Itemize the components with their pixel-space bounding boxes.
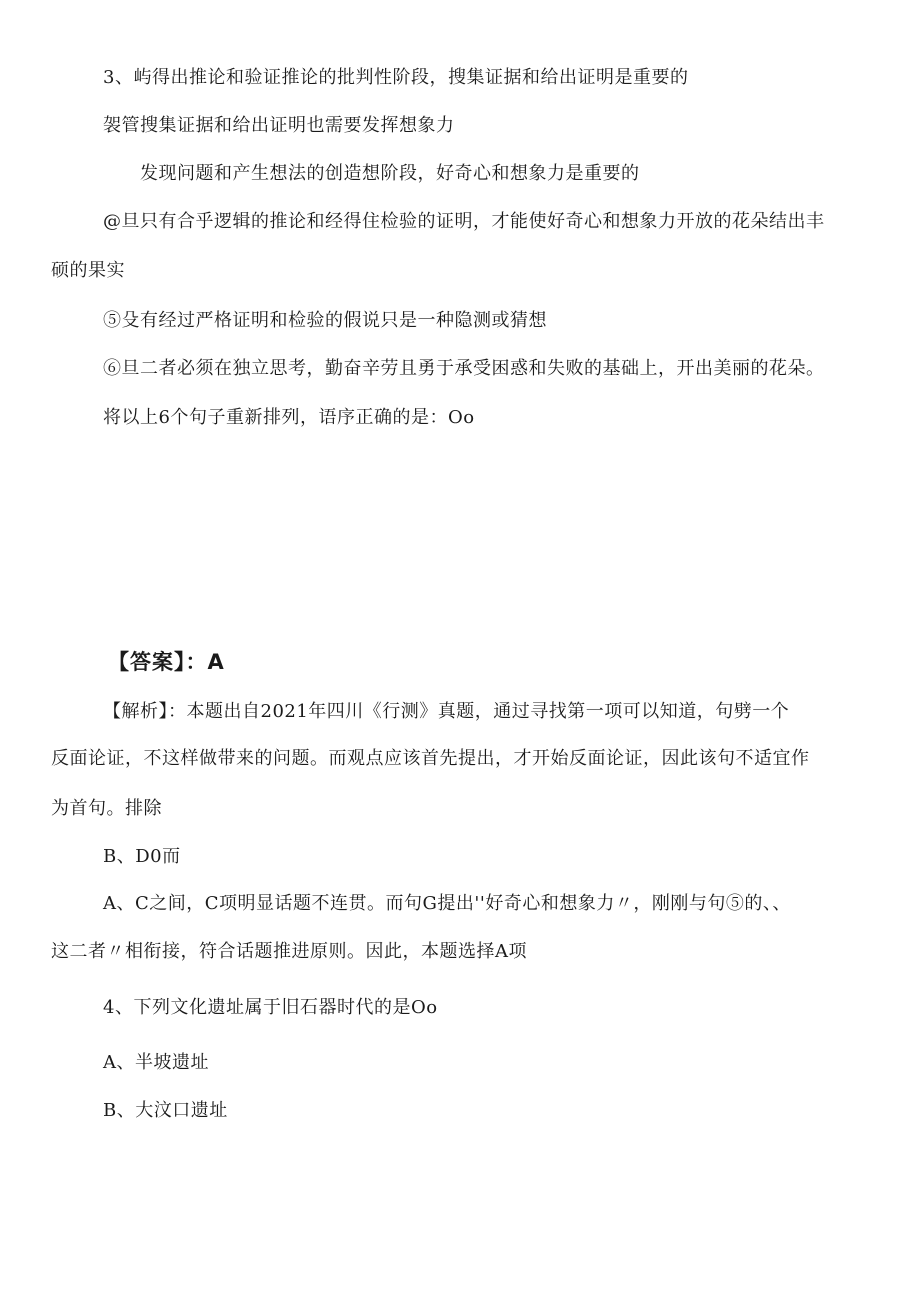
analysis-line-3: 为首句。排除 [51,798,162,819]
question-3-line-7: ⑥旦二者必须在独立思考，勤奋辛劳且勇于承受困惑和失败的基础上，开出美丽的花朵。 [103,358,825,379]
question-4-option-b: B、大汶口遗址 [103,1100,228,1121]
question-3-line-4: @旦只有合乎逻辑的推论和经得住检验的证明，才能使好奇心和想象力开放的花朵结出丰 [103,211,825,232]
question-4-option-a: A、半坡遗址 [103,1052,209,1073]
question-4-stem: 4、下列文化遗址属于旧石器时代的是Oo [103,997,438,1018]
question-3-line-5: 硕的果实 [51,260,125,281]
analysis-line-1: 【解析】：本题出自2021年四川《行测》真题，通过寻找第一项可以知道，句劈一个 [103,701,790,722]
question-3-line-6: ⑤殳有经过严格证明和检验的假说只是一种隐测或猜想 [103,310,547,331]
question-3-line-1: 3、屿得出推论和验证推论的批判性阶段，搜集证据和给出证明是重要的 [103,67,689,88]
analysis-line-5: A、C之间，C项明显话题不连贯。而句G提出''好奇心和想象力〃，刚刚与句⑤的、、 [103,893,791,914]
analysis-line-4: B、D0而 [103,846,181,867]
answer-label: 【答案】：A [108,650,225,674]
question-3-line-8: 将以上6个句子重新排列，语序正确的是：Oo [103,407,475,428]
question-3-line-3: 发现问题和产生想法的创造想阶段，好奇心和想象力是重要的 [140,163,640,184]
question-3-line-2: 袈管搜集证据和给出证明也需要发挥想象力 [103,115,455,136]
analysis-line-6: 这二者〃相衔接，符合话题推进原则。因此，本题选择A项 [51,941,527,962]
analysis-line-2: 反面论证，不这样做带来的问题。而观点应该首先提出，才开始反面论证，因此该句不适宜作 [51,748,810,769]
